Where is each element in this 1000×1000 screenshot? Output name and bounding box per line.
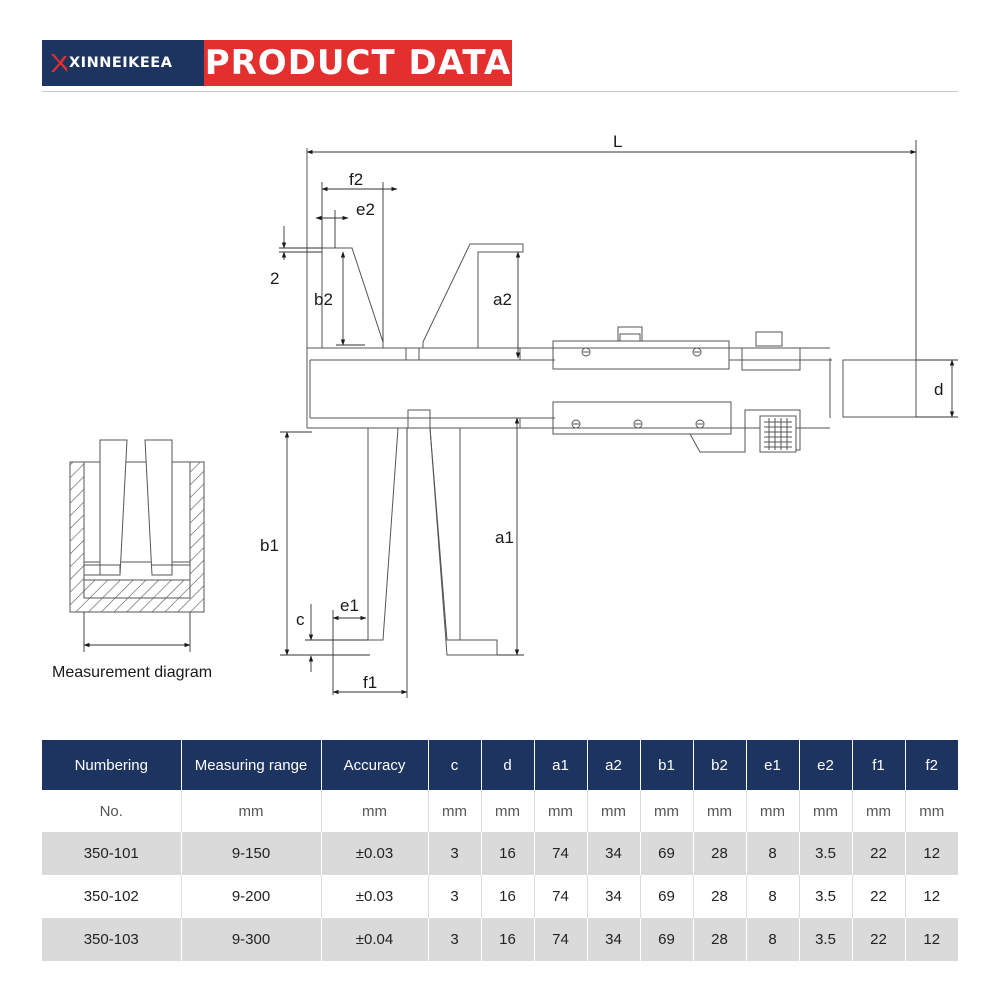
table-cell: 22 — [852, 832, 905, 875]
table-cell: 74 — [534, 918, 587, 961]
column-header: e2 — [799, 740, 852, 790]
label-c: c — [296, 610, 305, 629]
label-a2: a2 — [493, 290, 512, 309]
unit-cell: mm — [181, 790, 321, 832]
table-cell: 16 — [481, 832, 534, 875]
table-cell: 3.5 — [799, 918, 852, 961]
column-header: a2 — [587, 740, 640, 790]
label-e2: e2 — [356, 200, 375, 219]
table-cell: 8 — [746, 875, 799, 918]
label-d: d — [934, 380, 944, 399]
table-cell: ±0.03 — [321, 832, 428, 875]
caliper-body — [307, 148, 916, 655]
units-row — [42, 790, 958, 832]
table-cell: 34 — [587, 832, 640, 875]
table-cell: 8 — [746, 832, 799, 875]
table-cell: ±0.03 — [321, 875, 428, 918]
unit-cell: mm — [640, 790, 693, 832]
table-cell: 74 — [534, 875, 587, 918]
table-cell: 69 — [640, 832, 693, 875]
column-header: d — [481, 740, 534, 790]
table-cell: 16 — [481, 918, 534, 961]
column-header: Measuring range — [181, 740, 321, 790]
dimension-lines — [279, 140, 958, 698]
table-row — [42, 918, 958, 961]
label-L: L — [613, 132, 623, 151]
table-cell: 28 — [693, 918, 746, 961]
table-cell: 9-150 — [181, 832, 321, 875]
table-cell: 34 — [587, 918, 640, 961]
table-cell: 8 — [746, 918, 799, 961]
table-cell: 12 — [905, 918, 958, 961]
table-cell: 12 — [905, 832, 958, 875]
page-title: PRODUCT DATA — [204, 40, 512, 86]
unit-cell: mm — [428, 790, 481, 832]
label-f2: f2 — [349, 170, 364, 189]
table-cell: ±0.04 — [321, 918, 428, 961]
column-header: f2 — [905, 740, 958, 790]
measurement-diagram — [70, 440, 204, 652]
unit-cell: mm — [852, 790, 905, 832]
column-header: f1 — [852, 740, 905, 790]
spec-table — [42, 740, 958, 961]
table-cell: 3.5 — [799, 832, 852, 875]
table-cell: 22 — [852, 875, 905, 918]
table-cell: 350-103 — [42, 918, 181, 961]
column-header: e1 — [746, 740, 799, 790]
unit-cell: mm — [905, 790, 958, 832]
column-header: b1 — [640, 740, 693, 790]
table-cell: 350-102 — [42, 875, 181, 918]
label-f1: f1 — [363, 673, 378, 692]
unit-cell: mm — [746, 790, 799, 832]
table-row — [42, 875, 958, 918]
table-cell: 28 — [693, 832, 746, 875]
label-b1: b1 — [260, 536, 279, 555]
unit-cell: mm — [321, 790, 428, 832]
unit-cell: mm — [534, 790, 587, 832]
label-b2: b2 — [314, 290, 333, 309]
table-cell: 12 — [905, 875, 958, 918]
table-cell: 16 — [481, 875, 534, 918]
unit-cell: mm — [799, 790, 852, 832]
table-cell: 69 — [640, 875, 693, 918]
brand-name: XINNEIKEEA — [69, 55, 173, 71]
table-cell: 34 — [587, 875, 640, 918]
table-cell: 28 — [693, 875, 746, 918]
table-header-row — [42, 740, 958, 790]
column-header: b2 — [693, 740, 746, 790]
table-cell: 69 — [640, 918, 693, 961]
table-cell: 22 — [852, 918, 905, 961]
table-cell: 3 — [428, 832, 481, 875]
table-cell: 3.5 — [799, 875, 852, 918]
label-a1: a1 — [495, 528, 514, 547]
table-cell: 9-200 — [181, 875, 321, 918]
table-cell: 3 — [428, 875, 481, 918]
table-cell: 3 — [428, 918, 481, 961]
table-row — [42, 832, 958, 875]
diagram-caption: Measurement diagram — [52, 664, 213, 681]
unit-cell: mm — [481, 790, 534, 832]
unit-cell: mm — [693, 790, 746, 832]
table-cell: 74 — [534, 832, 587, 875]
column-header: a1 — [534, 740, 587, 790]
table-cell: 9-300 — [181, 918, 321, 961]
label-e1: e1 — [340, 596, 359, 615]
column-header: c — [428, 740, 481, 790]
unit-cell: No. — [42, 790, 181, 832]
dimension-labels — [260, 132, 943, 692]
column-header: Numbering — [42, 740, 181, 790]
unit-cell: mm — [587, 790, 640, 832]
column-header: Accuracy — [321, 740, 428, 790]
table-cell: 350-101 — [42, 832, 181, 875]
label-2: 2 — [270, 269, 280, 288]
